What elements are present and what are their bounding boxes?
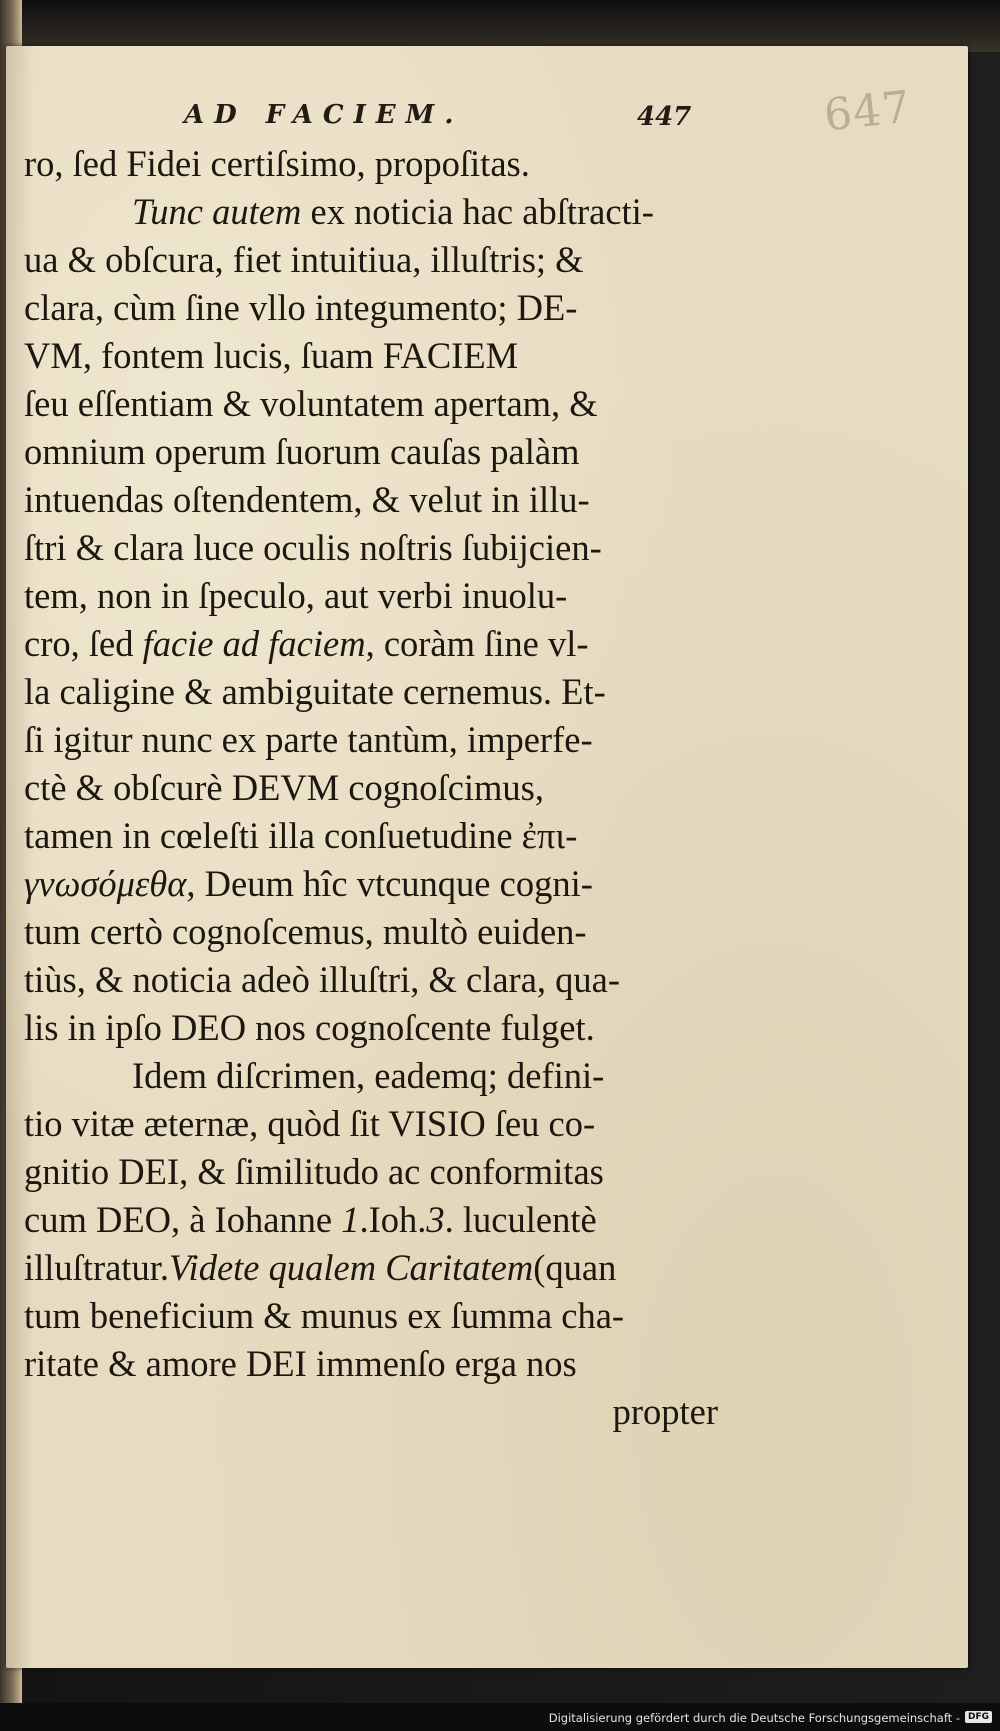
text-line — [24, 1004, 724, 1052]
text-run: tem, non in ſpeculo, aut verbi inuolu- — [24, 575, 568, 616]
text-line — [24, 1148, 724, 1196]
text-run: ctè & obſcurè DEVM cognoſcimus, — [24, 767, 545, 808]
text-run: la caligine & ambiguitate cernemus. Et- — [24, 671, 606, 712]
text-run: propter — [612, 1391, 718, 1432]
text-line — [24, 908, 724, 956]
text-run: cro, ſed — [24, 623, 143, 664]
text-line — [24, 332, 724, 380]
italic-text-run: 3 — [426, 1199, 445, 1240]
text-run: tio vitæ æternæ, quòd ſit VISIO ſeu co- — [24, 1103, 596, 1144]
text-line — [24, 524, 724, 572]
book-page — [6, 46, 968, 1668]
text-line — [24, 188, 724, 236]
text-line — [24, 140, 724, 188]
text-run: ſtri & clara luce oculis noſtris ſubijcien- — [24, 527, 602, 568]
text-line — [24, 1100, 724, 1148]
text-line — [24, 236, 724, 284]
text-run: cum DEO, à Iohanne — [24, 1199, 342, 1240]
text-run: , Deum hîc vtcunque cogni- — [186, 863, 593, 904]
italic-text-run: Tunc autem — [132, 191, 302, 232]
text-line — [24, 860, 724, 908]
folio-number: 447 — [637, 102, 692, 132]
body-text — [24, 140, 724, 1436]
text-run: ua & obſcura, fiet intuitiua, illuſtris; & — [24, 239, 584, 280]
text-line — [24, 1388, 724, 1436]
text-line — [24, 620, 724, 668]
text-run: ſi igitur nunc ex parte tantùm, imperfe- — [24, 719, 593, 760]
text-run: Idem diſcrimen, eademq; defini- — [132, 1055, 605, 1096]
text-line — [24, 1340, 724, 1388]
text-line — [24, 428, 724, 476]
text-run: intuendas oſtendentem, & velut in illu- — [24, 479, 590, 520]
text-line — [24, 476, 724, 524]
text-line — [24, 1196, 724, 1244]
text-line — [24, 284, 724, 332]
text-line — [24, 1292, 724, 1340]
italic-text-run: γνωσόμεθα — [24, 863, 187, 904]
text-run: tum beneficium & munus ex ſumma cha- — [24, 1295, 625, 1336]
pencil-page-number: 647 — [821, 81, 914, 142]
text-run: (quan — [533, 1247, 617, 1288]
italic-text-run: Videte qualem Caritatem — [168, 1247, 534, 1288]
text-run: illuſtratur. — [24, 1247, 169, 1288]
text-run: ex noticia hac abſtracti- — [301, 191, 654, 232]
text-run: ſeu eſſentiam & voluntatem apertam, & — [24, 383, 598, 424]
text-run: tiùs, & noticia adeò illuſtri, & clara, qua- — [24, 959, 620, 1000]
text-run: omnium operum ſuorum cauſas palàm — [24, 431, 580, 472]
text-run: tamen in cœleſti illa conſuetudine ἐπι- — [24, 815, 578, 856]
dfg-logo-badge: DFG — [965, 1711, 992, 1723]
text-line — [24, 380, 724, 428]
text-line — [24, 572, 724, 620]
text-line — [24, 956, 724, 1004]
text-run: tum certò cognoſcemus, multò euiden- — [24, 911, 587, 952]
text-run: VM, fontem lucis, ſuam FACIEM — [24, 335, 519, 376]
text-line — [24, 764, 724, 812]
text-run: ritate & amore DEI immenſo erga nos — [24, 1343, 577, 1384]
italic-text-run: facie ad faciem — [142, 623, 366, 664]
footer-credit: Digitalisierung gefördert durch die Deutsche Forschungsgemeinschaft - — [548, 1711, 960, 1725]
text-run: clara, cùm ſine vllo integumento; DE- — [24, 287, 578, 328]
text-run: . luculentè — [444, 1199, 597, 1240]
text-line — [24, 668, 724, 716]
text-run: .Ioh. — [359, 1199, 427, 1240]
text-line — [24, 1052, 724, 1100]
text-run: lis in ipſo DEO nos cognoſcente fulget. — [24, 1007, 595, 1048]
book-top-edge — [0, 0, 1000, 52]
text-line — [24, 1244, 724, 1292]
text-line — [24, 716, 724, 764]
text-line — [24, 812, 724, 860]
italic-text-run: 1 — [341, 1199, 360, 1240]
text-run: ro, ſed Fidei certiſsimo, propoſitas. — [24, 143, 530, 184]
text-run: , coràm ſine vl- — [365, 623, 589, 664]
running-head: AD FACIEM. — [184, 100, 464, 130]
text-run: gnitio DEI, & ſimilitudo ac conformitas — [24, 1151, 604, 1192]
